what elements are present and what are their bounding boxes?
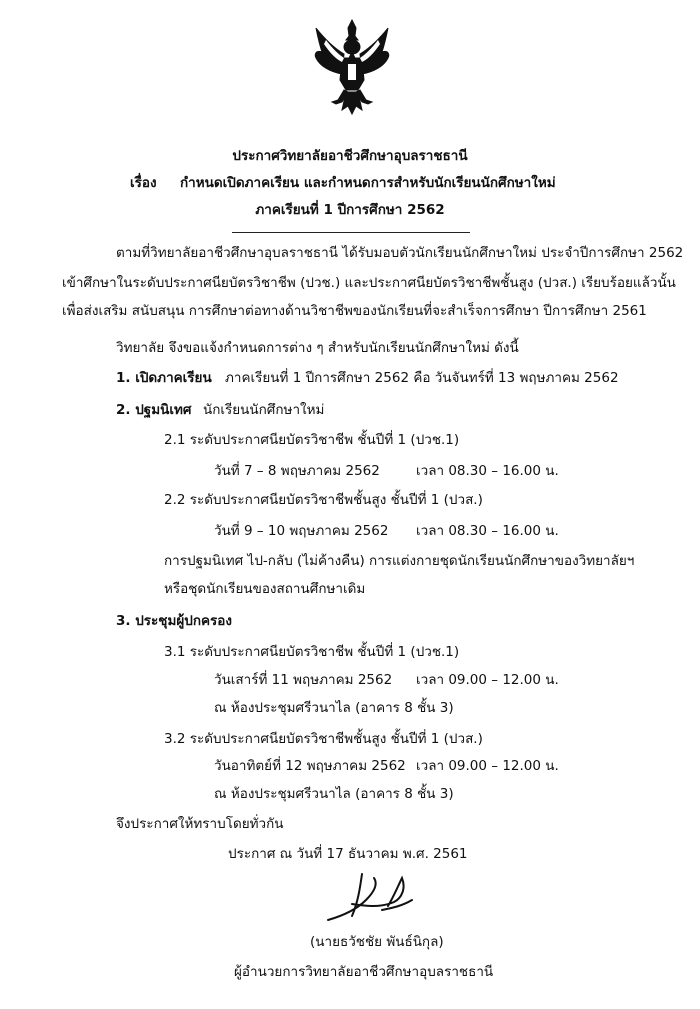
signatory-position: ผู้อำนวยการวิทยาลัยอาชีวศึกษาอุบลราชธานี [234, 964, 494, 980]
item1-text: ภาคเรียนที่ 1 ปีการศึกษา 2562 คือ วันจันทร์ที่ 13 พฤษภาคม 2562 [225, 370, 619, 386]
announcement-title: ประกาศวิทยาลัยอาชีวศึกษาอุบลราชธานี [232, 148, 468, 164]
intro-line-4: วิทยาลัย จึงขอแจ้งกำหนดการต่าง ๆ สำหรับนักเรียนนักศึกษาใหม่ ดังนี้ [116, 340, 519, 356]
item3-2-time: เวลา 09.00 – 12.00 น. [416, 758, 559, 774]
item3-1-date: วันเสาร์ที่ 11 พฤษภาคม 2562 [214, 672, 393, 688]
header-divider [232, 232, 470, 233]
intro-line-1: ตามที่วิทยาลัยอาชีวศึกษาอุบลราชธานี ได้รับมอบตัวนักเรียนนักศึกษาใหม่ ประจำปีการศึกษา 2562 [116, 245, 684, 261]
item2-1-level: 2.1 ระดับประกาศนียบัตรวิชาชีพ ชั้นปีที่ 1 (ปวช.1) [164, 432, 460, 448]
garuda-emblem-icon [312, 18, 392, 116]
item3-2-place: ณ ห้องประชุมศรีวนาไล (อาคาร 8 ชั้น 3) [214, 786, 454, 802]
item3-1-level: 3.1 ระดับประกาศนียบัตรวิชาชีพ ชั้นปีที่ 1 (ปวช.1) [164, 644, 460, 660]
subject-label: เรื่อง [130, 175, 157, 191]
item2-1-date: วันที่ 7 – 8 พฤษภาคม 2562 [214, 463, 380, 479]
closing-announce: จึงประกาศให้ทราบโดยทั่วกัน [116, 816, 284, 832]
item3-2-level: 3.2 ระดับประกาศนียบัตรวิชาชีพชั้นสูง ชั้นปีที่ 1 (ปวส.) [164, 731, 483, 747]
term-heading: ภาคเรียนที่ 1 ปีการศึกษา 2562 [255, 202, 445, 218]
item2-heading: 2. ปฐมนิเทศ [116, 402, 192, 418]
item2-2-date: วันที่ 9 – 10 พฤษภาคม 2562 [214, 523, 389, 539]
signatory-name: (นายธวัชชัย พันธ์นิกุล) [310, 934, 444, 950]
item3-2-date: วันอาทิตย์ที่ 12 พฤษภาคม 2562 [214, 758, 406, 774]
handwritten-signature [322, 866, 432, 928]
subject-text: กำหนดเปิดภาคเรียน และกำหนดการสำหรับนักเรียนนักศึกษาใหม่ [180, 175, 556, 191]
item3-1-time: เวลา 09.00 – 12.00 น. [416, 672, 559, 688]
item2-text: นักเรียนนักศึกษาใหม่ [203, 402, 325, 418]
item3-1-place: ณ ห้องประชุมศรีวนาไล (อาคาร 8 ชั้น 3) [214, 700, 454, 716]
item3-heading: 3. ประชุมผู้ปกครอง [116, 613, 232, 629]
item1-heading: 1. เปิดภาคเรียน [116, 370, 212, 386]
item2-2-level: 2.2 ระดับประกาศนียบัตรวิชาชีพชั้นสูง ชั้นปีที่ 1 (ปวส.) [164, 492, 483, 508]
item2-2-time: เวลา 08.30 – 16.00 น. [416, 523, 559, 539]
intro-line-3: เพื่อส่งเสริม สนับสนุน การศึกษาต่อทางด้านวิชาชีพของนักเรียนที่จะสำเร็จการศึกษา ปีการศึกษา 2561 [62, 303, 647, 319]
item2-note-1: การปฐมนิเทศ ไป-กลับ (ไม่ค้างคืน) การแต่งกายชุดนักเรียนนักศึกษาของวิทยาลัยฯ [164, 553, 635, 569]
item2-1-time: เวลา 08.30 – 16.00 น. [416, 463, 559, 479]
intro-line-2: เข้าศึกษาในระดับประกาศนียบัตรวิชาชีพ (ปวช.) และประกาศนียบัตรวิชาชีพชั้นสูง (ปวส.) เรียบร้อยแล้วนั้น [62, 275, 676, 291]
item2-note-2: หรือชุดนักเรียนของสถานศึกษาเดิม [164, 581, 366, 597]
announcement-date: ประกาศ ณ วันที่ 17 ธันวาคม พ.ศ. 2561 [228, 846, 468, 862]
